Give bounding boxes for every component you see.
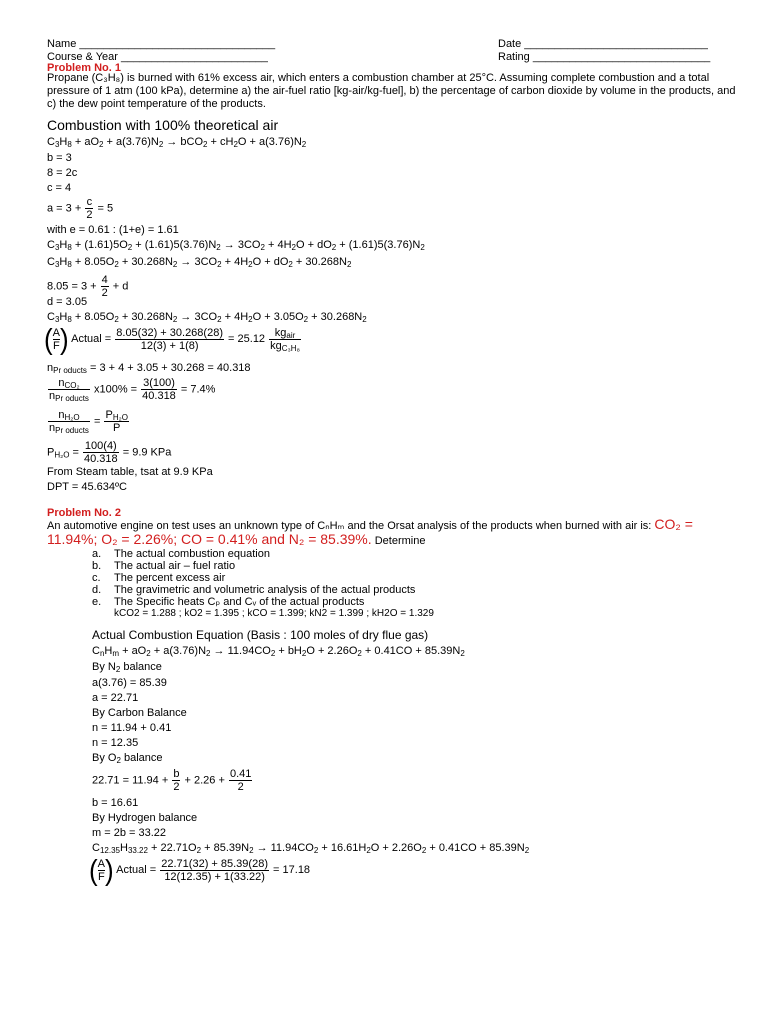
co2-result: = 7.4% [180,383,216,396]
af-unit: $\frac{kg_{air}}{kg_{C_3H_8}}$ [270,326,300,353]
problem-1-statement: Propane (C₃H₈) is burned with 61% excess air, which enters a combustion chamber at 25°C. Assuming complete combustion and a total pressure of 1 atm (100 kPa), determine a) the air-fuel ratio [kg-air/kg-fuel], b) the percentage of carbon dioxide by volume in the products, and c) the dew point temperature of the products. [47,72,736,110]
b-result: b = 16.61 [92,797,139,809]
air-fuel-ratio-1 [44,322,302,356]
excess-line: with e = 0.61 : (1+e) = 1.61 [47,224,179,236]
actual-combustion-equation: $C_nH_m + aO_2 + a(3.76)N_2 \to 11.94CO_2 + bH_2O + 2.26O_2 + 0.41CO + 85.39N_2$ [92,645,465,658]
af-A: A [52,326,61,339]
a-value: a = 22.71 [92,692,139,704]
m-value: m = 2b = 33.22 [92,827,166,839]
a-frac-num: c [86,196,93,208]
af-actual-label: Actual = [71,332,112,345]
theoretical-air-heading: Combustion with 100% theoretical air [47,117,279,133]
af2-result: = 17.18 [273,863,311,876]
actual-equation-1: $C_3H_8 + (1.61)5O_2 + (1.61)5(3.76)N_2 \to 3CO_2 + 4H_2O + dO_2 + (1.61)5(3.76)N_2$ [47,239,425,252]
left-paren: ( [44,322,53,356]
by-hydrogen-balance: By Hydrogen balance [92,812,198,824]
af-fraction [115,327,224,352]
af-symbol: $\frac{A}{F}$ [97,857,106,883]
d-value: d = 3.05 [47,296,88,308]
co2-num: 3(100) [143,377,175,389]
problem-2-text: An automotive engine on test uses an unknown type of CₙHₘ and the Orsat analysis of the products when burned with air is: [47,520,652,532]
a-eq-result: = 5 [97,202,114,215]
ph2o-fraction [83,440,119,465]
o2-balance-equation: 22.71 = 11.94 + $\frac{b}{2}$ + 2.26 + $\frac{0.41}{2}$ [92,768,252,793]
date-field: Date ______________________________ [498,38,708,50]
partial-pressure-ratio: $\frac{n_{H_2O}}{n_{Pr oducts}}$ = $\frac{P_{H_2O}}{P}$ [49,409,128,435]
determine-label: Determine [374,535,426,547]
d-eq-lhs: 8.05 = 3 + [47,280,97,293]
af-F: F [52,339,60,352]
h-balance: 8 = 2c [47,167,78,179]
af-num: 8.05(32) + 30.268(28) [116,326,223,339]
a-frac-den: 2 [86,209,93,221]
a-eq-lhs: a = 3 + [47,202,82,215]
theoretical-equation: $C_3H_8 + aO_2 + a(3.76)N_2 \to bCO_2 + cH_2O + a(3.76)N_2$ [47,136,307,149]
list-item: a. The actual combustion equation [92,548,270,560]
left-paren: ( [89,853,98,887]
right-paren: ) [60,322,69,356]
list-item: d. The gravimetric and volumetric analysis of the actual products [92,584,416,596]
af2-fraction: $\frac{22.71(32) + 85.39(28)}{12(12.35) + 1(33.22)}$ [161,857,268,883]
af-den: 12(3) + 1(8) [140,339,199,352]
specific-heat-ratios: kCO2 = 1.288 ; kO2 = 1.395 ; kCO = 1.399; kN2 = 1.399 ; kH2O = 1.329 [114,608,434,619]
co2-percent: $\frac{n_{CO_2}}{n_{Pr oducts}}$ x100% = $\frac{3(100)}{40.318}$ = 7.4% [49,377,216,403]
final-combustion-equation: $C_{12.35}H_{33.22} + 22.71O_2 + 85.39N_2 \to 11.94CO_2 + 16.61H_2O + 2.26O_2 + 0.41CO + 85.39N_2$ [92,842,530,855]
ph2o-num: 100(4) [84,440,117,452]
n-equation: n = 11.94 + 0.41 [92,722,172,734]
problem-2-statement [47,518,737,548]
actual-equation-3: $C_3H_8 + 8.05O_2 + 30.268N_2 \to 3CO_2 + 4H_2O + 3.05O_2 + 30.268N_2$ [47,311,367,324]
name-field: Name ________________________________ [47,38,276,50]
n-value: n = 12.35 [92,737,139,749]
right-paren: ) [105,853,114,887]
by-carbon-balance: By Carbon Balance [92,707,187,719]
dew-point-temperature: DPT = 45.634ºC [47,481,127,493]
a-fraction [85,196,93,221]
basis-line: Actual Combustion Equation (Basis : 100 moles of dry flue gas) [92,628,429,642]
list-item: b. The actual air – fuel ratio [92,560,236,572]
d-eq-rhs: + d [112,280,129,293]
steam-table-line: From Steam table, tsat at 9.9 KPa [47,466,213,478]
af-symbol [53,327,60,352]
course-year-field: Course & Year ________________________ [47,51,268,63]
d-frac-den: 2 [101,287,108,299]
by-o2-balance: By $O_2$ balance [92,752,163,765]
co2-fraction [141,377,177,402]
co2-den: 40.318 [142,390,176,402]
orsat-analysis: CO₂ = 11.94%; O₂ = 2.26%; CO = 0.41% and N₂ = 85.39%. [47,516,693,547]
a-equation [47,196,113,221]
ph2o-equation: $P_{H_2O}$ = $\frac{100(4)}{40.318}$ = 9.9 KPa [47,440,172,465]
b-value: b = 3 [47,152,72,164]
n-products: $n_{Pr oducts} = 3 + 4 + 3.05 + 30.268 = 40.318$ [47,362,251,375]
n2-balance: a(3.76) = 85.39 [92,677,167,689]
rating-field: Rating _____________________________ [498,51,711,63]
ph2o-den: 40.318 [84,453,118,465]
c-value: c = 4 [47,182,72,194]
by-n2-balance: By $N_2$ balance [92,661,162,674]
problem-1-title: Problem No. 1 [47,62,121,74]
air-fuel-ratio-2: ( $\frac{A}{F}$ ) Actual = $\frac{22.71(32) + 85.39(28)}{12(12.35) + 1(33.22)}$ = 17.18 [89,853,311,887]
list-item: c. The percent excess air [92,572,226,584]
d-fraction [101,274,109,299]
problem-2-title: Problem No. 2 [47,507,121,519]
requirements-list [92,548,434,620]
list-item: e. The Specific heats Cₚ and Cᵥ of the actual products [92,596,365,608]
n-products-value: = 3 + 4 + 3.05 + 30.268 = 40.318 [89,362,251,374]
ph2o-result: = 9.9 KPa [122,446,172,459]
d-frac-num: 4 [101,274,108,286]
af-result: = 25.12 [228,332,266,345]
actual-equation-2: $C_3H_8 + 8.05O_2 + 30.268N_2 \to 3CO_2 + 4H_2O + dO_2 + 30.268N_2$ [47,256,352,269]
